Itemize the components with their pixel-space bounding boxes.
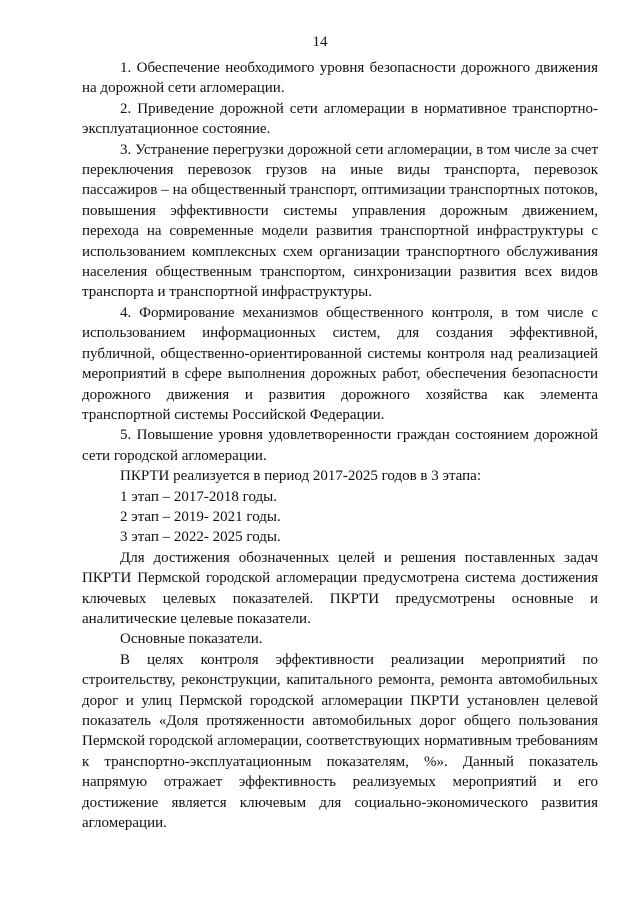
paragraph-target-indicator: В целях контроля эффективности реализации мероприятий по строительству, реконструкции, капитального ремонта, ремонта автомобильных дорог и улиц Пермской городской агломерации ПКРТИ установлен целевой показатель «Доля протяженности автомобильных дорог общего пользования Пермской городской агломерации, соответствующих нормативным требованиям к транспортно-эксплуатационным показателям, %». Данный показатель напрямую отражает эффективность реализуемых мероприятий и его достижение является ключевым для социально-экономического развития агломерации. [82,651,598,832]
paragraph-goal-4: 4. Формирование механизмов общественного контроля, в том числе с использованием информационных систем, для создания эффективной, публичной, общественно-ориентированной системы контроля над реализацией мероприятий в сфере выполнения дорожных работ, обеспечения безопасности дорожного движения и развития дорожного хозяйства как элемента транспортной системы Российской Федерации. [82,304,598,423]
paragraph-goal-5: 5. Повышение уровня удовлетворенности граждан состоянием дорожной сети городской агломерации. [82,427,598,464]
paragraph-stage-3: 3 этап – 2022- 2025 годы. [120,529,281,546]
paragraph-goal-2: 2. Приведение дорожной сети агломерации в нормативное транспортно-эксплуатационное состояние. [82,100,598,138]
paragraph-period: ПКРТИ реализуется в период 2017-2025 годов в 3 этапа: [120,468,481,485]
paragraph-goal-1: 1. Обеспечение необходимого уровня безопасности дорожного движения на дорожной сети агломерации. [82,60,598,97]
paragraph-stage-1: 1 этап – 2017-2018 годы. [120,488,277,505]
paragraph-main-indicators-heading: Основные показатели. [120,631,263,648]
document-body [82,58,598,833]
paragraph-indicators-system: Для достижения обозначенных целей и решения поставленных задач ПКРТИ Пермской городской агломерации предусмотрена система достижения ключевых целевых показателей. ПКРТИ предусмотрены основные и аналитические целевые показатели. [82,549,598,627]
paragraph-stage-2: 2 этап – 2019- 2021 годы. [120,508,281,525]
paragraph-goal-3: 3. Устранение перегрузки дорожной сети агломерации, в том числе за счет переключения перевозок грузов на иные виды транспорта, перевозок пассажиров – на общественный транспорт, оптимизации транспортных потоков, повышения эффективности системы управления дорожным движением, перехода на современные модели развития транспортной инфраструктуры с использованием комплексных схем организации транспортного обслуживания населения общественным транспортом, синхронизации развития всех видов транспорта и транспортной инфраструктуры. [82,141,598,301]
page-number: 14 [312,34,328,50]
